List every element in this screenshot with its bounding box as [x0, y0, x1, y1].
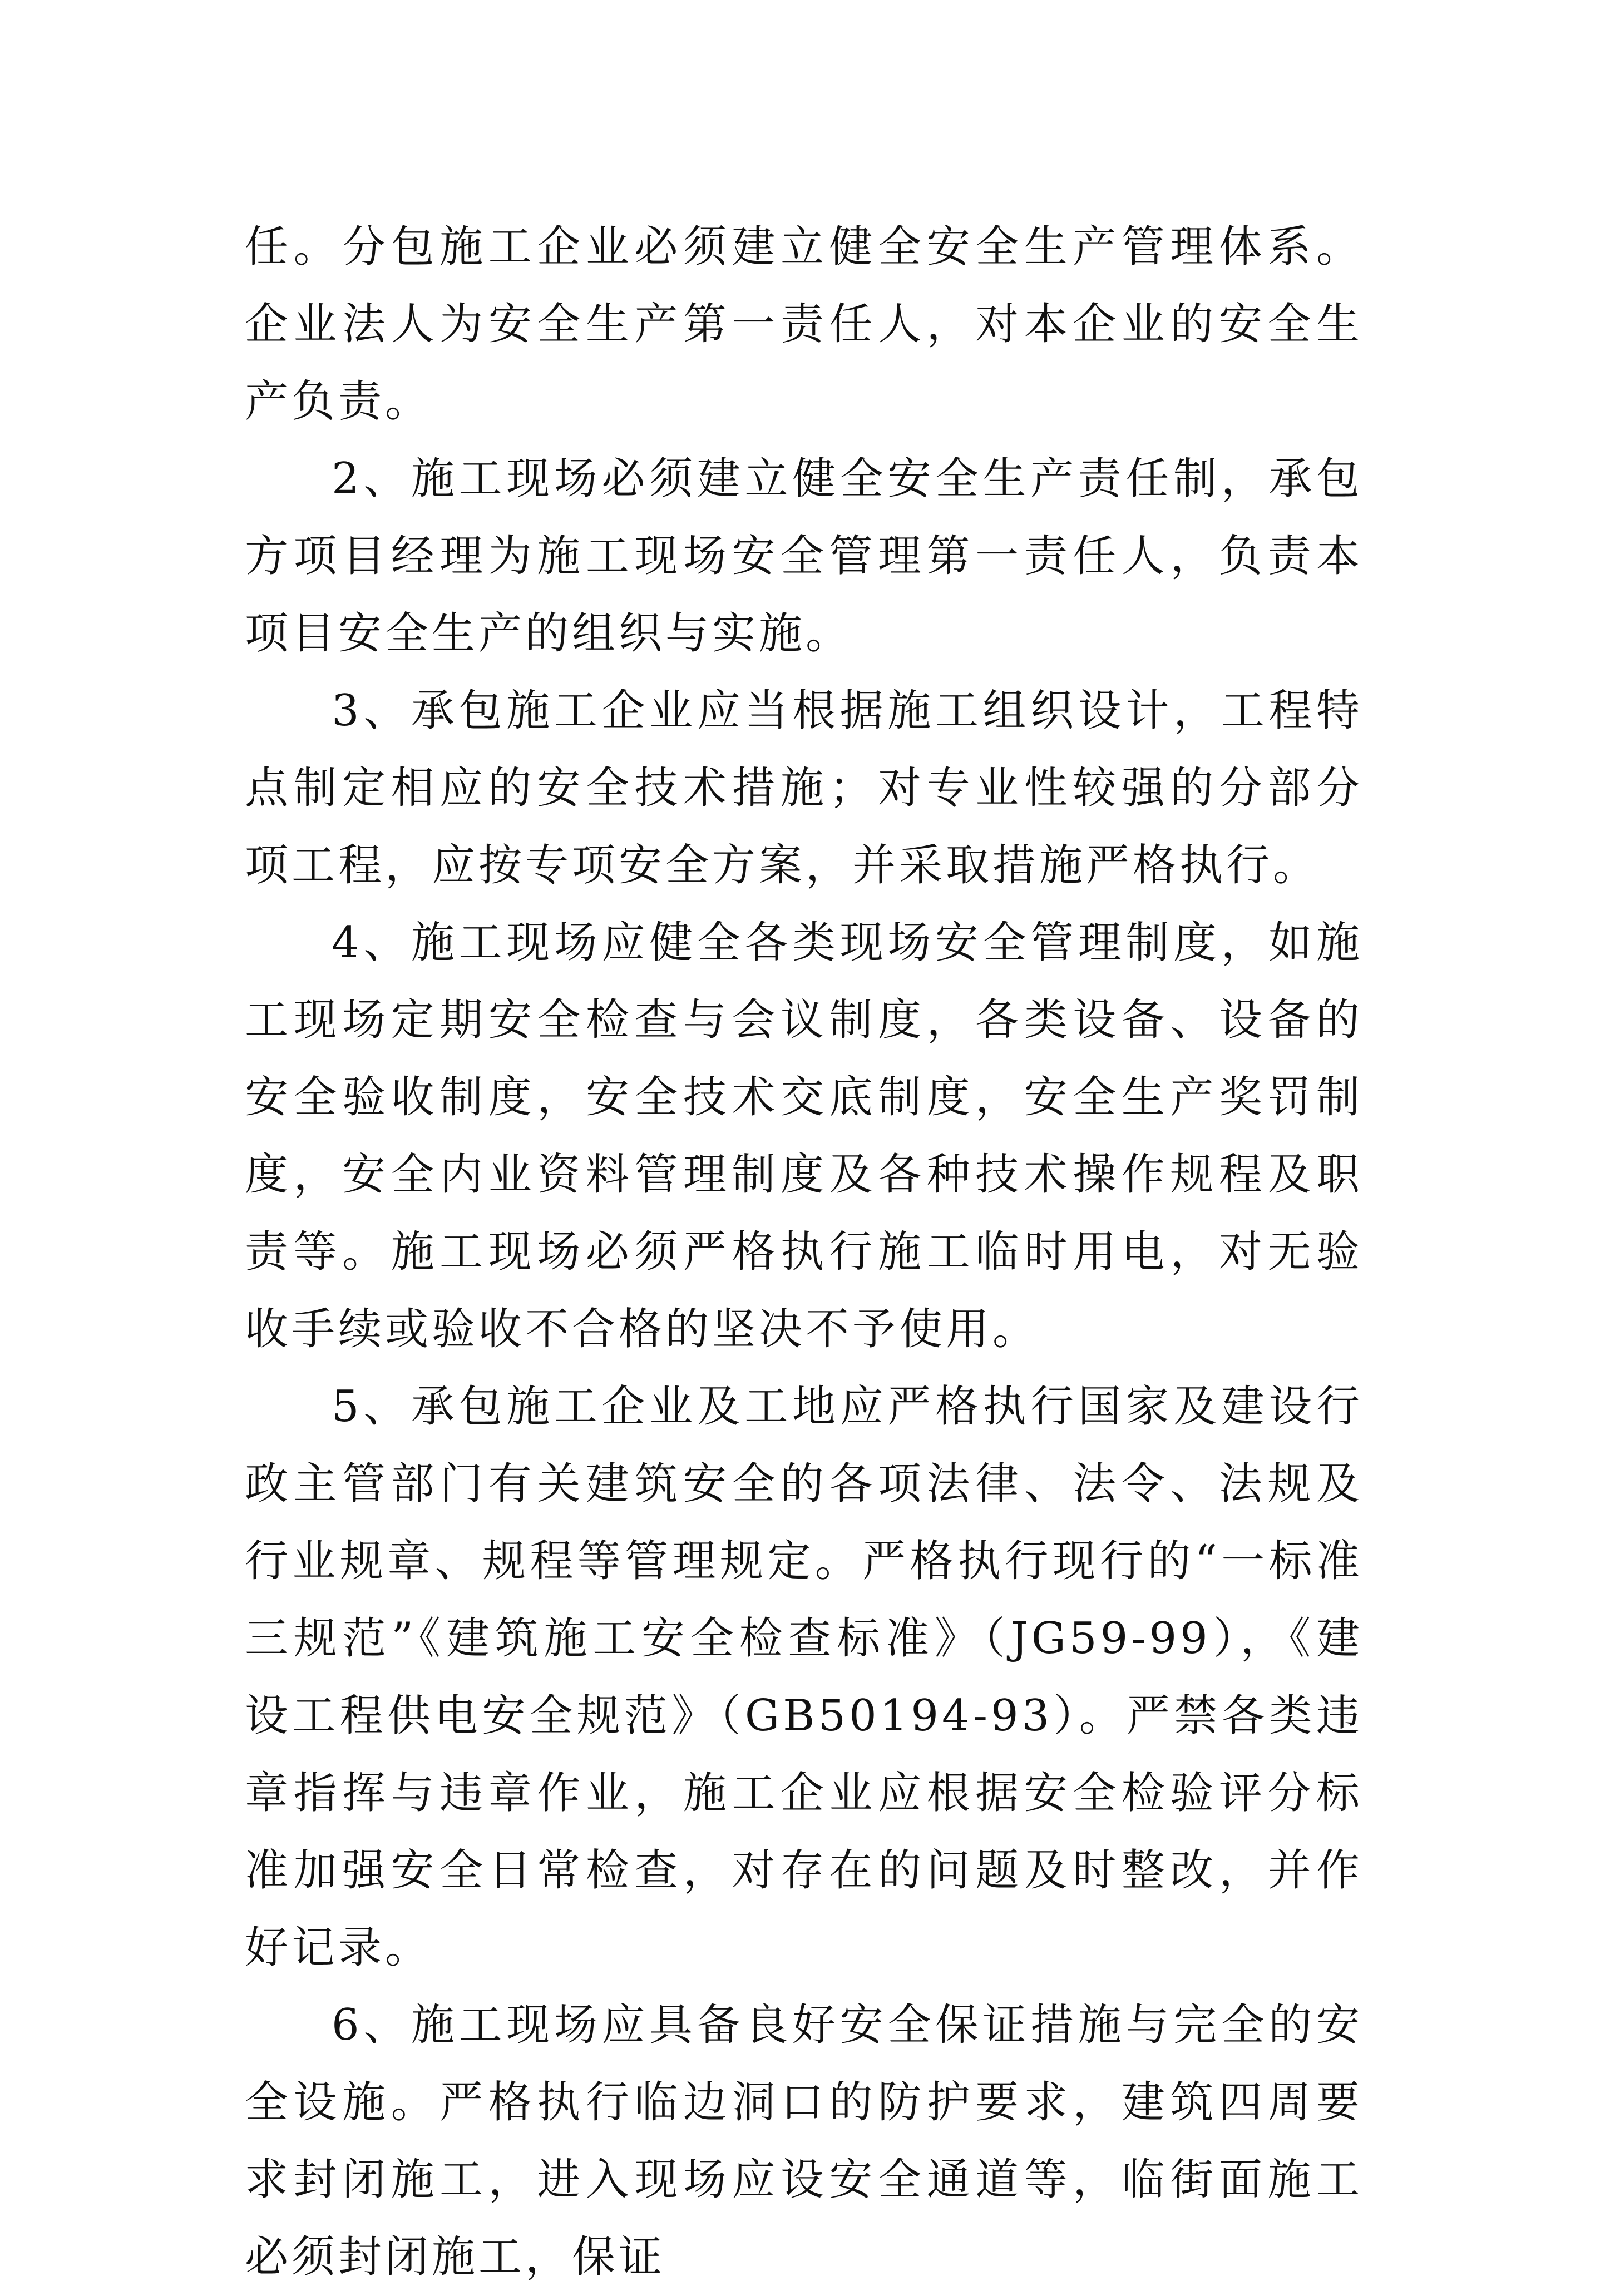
paragraph-item-6: 6、施工现场应具备良好安全保证措施与完全的安全设施。严格执行临边洞口的防护要求，建筑四周要求封闭施工，进入现场应设安全通道等，临街面施工必须封闭施工，保证: [245, 2000, 1363, 2282]
paragraph-item-3: 3、承包施工企业应当根据施工组织设计，工程特点制定相应的安全技术措施；对专业性较强的分部分项工程，应按专项安全方案，并采取措施严格执行。: [245, 686, 1363, 890]
document-body: [245, 209, 1363, 2296]
paragraph-item-4: 4、施工现场应健全各类现场安全管理制度，如施工现场定期安全检查与会议制度，各类设备、设备的安全验收制度，安全技术交底制度，安全生产奖罚制度，安全内业资料管理制度及各种技术操作规程及职责等。施工现场必须严格执行施工临时用电，对无验收手续或验收不合格的坚决不予使用。: [245, 918, 1363, 1354]
paragraph-item-2: 2、施工现场必须建立健全安全生产责任制，承包方项目经理为施工现场安全管理第一责任人，负责本项目安全生产的组织与实施。: [245, 454, 1363, 659]
paragraph-item-5: 5、承包施工企业及工地应严格执行国家及建设行政主管部门有关建筑安全的各项法律、法令、法规及行业规章、规程等管理规定。严格执行现行的“一标准三规范”《建筑施工安全检查标准》（JG59-99），《建设工程供电安全规范》（GB50194-93）。严禁各类违章指挥与违章作业，施工企业应根据安全检验评分标准加强安全日常检查，对存在的问题及时整改，并作好记录。: [245, 1382, 1363, 1973]
paragraph-continuation: 任。分包施工企业必须建立健全安全生产管理体系。企业法人为安全生产第一责任人，对本企业的安全生产负责。: [245, 222, 1363, 427]
